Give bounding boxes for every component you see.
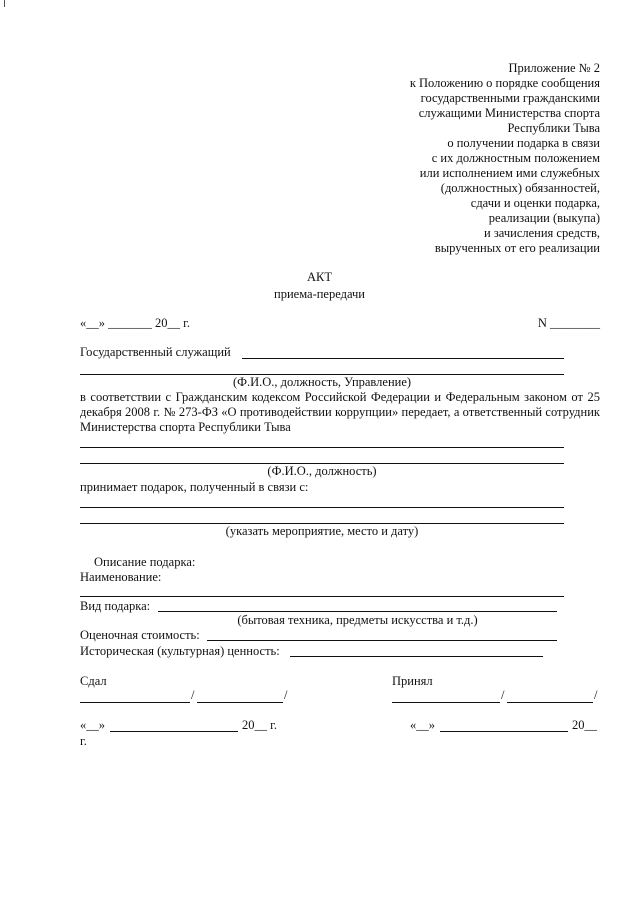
caption-gift-type: (бытовая техника, предметы искусства и т.д.)	[237, 613, 478, 627]
gift-name-field[interactable]	[80, 596, 564, 597]
appendix-line: Республики Тыва	[507, 121, 600, 135]
event-field[interactable]	[80, 507, 564, 508]
accepted-signature-field[interactable]	[392, 702, 500, 703]
appendix-line: к Положению о порядке сообщения	[409, 76, 600, 90]
handed-date-tail: г.	[80, 734, 87, 748]
act-number: N ________	[537, 316, 600, 330]
appendix-line: Приложение № 2	[508, 61, 600, 75]
act-date: «__» _______ 20__ г.	[80, 316, 190, 330]
appendix-line: или исполнением ими служебных	[419, 166, 600, 180]
historical-value-label: Историческая (культурная) ценность:	[80, 644, 280, 658]
appendix-line: (должностных) обязанностей,	[440, 181, 600, 195]
accepted-slash-1: /	[501, 688, 505, 702]
accepted-date-year: 20__	[572, 718, 597, 732]
accepted-date-field[interactable]	[440, 731, 568, 732]
estimated-value-label: Оценочная стоимость:	[80, 628, 200, 642]
appendix-line: государственными гражданскими	[420, 91, 600, 105]
act-title: АКТ	[307, 270, 332, 284]
historical-value-field[interactable]	[290, 656, 543, 657]
appendix-line: сдачи и оценки подарка,	[470, 196, 600, 210]
scan-mark	[4, 0, 5, 7]
act-subtitle: приема-передачи	[274, 287, 365, 301]
appendix-header	[340, 61, 600, 256]
handed-date-year: 20__ г.	[242, 718, 277, 732]
caption-fio-position-dept: (Ф.И.О., должность, Управление)	[232, 375, 412, 389]
handed-slash-1: /	[191, 688, 195, 702]
servant-name-field[interactable]	[242, 358, 564, 359]
accepted-date-day: «__»	[410, 718, 435, 732]
caption-fio-position: (Ф.И.О., должность)	[267, 464, 377, 478]
receives-text: принимает подарок, полученный в связи с:	[80, 480, 309, 494]
handed-label: Сдал	[80, 674, 107, 688]
appendix-line: и зачисления средств,	[484, 226, 600, 240]
handed-slash-2: /	[284, 688, 288, 702]
servant-label: Государственный служащий	[80, 345, 231, 359]
accepted-slash-2: /	[594, 688, 598, 702]
employee-name-field[interactable]	[80, 447, 564, 448]
gift-description-label: Описание подарка:	[94, 555, 196, 569]
appendix-line: о получении подарка в связи	[447, 136, 600, 150]
name-label: Наименование:	[80, 570, 162, 584]
estimated-value-field[interactable]	[207, 640, 557, 641]
legal-paragraph: в соответствии с Гражданским кодексом Российской Федерации и Федеральным законом от 25 декабря 2008 г. № 273-ФЗ «О противодействии коррупции» передает, а ответственный сотрудник Министерства спорта Республики Тыва	[80, 390, 600, 434]
handed-date-field[interactable]	[110, 731, 238, 732]
gift-type-label: Вид подарка:	[80, 599, 151, 613]
appendix-line: реализации (выкупа)	[488, 211, 600, 225]
appendix-line: с их должностным положением	[431, 151, 600, 165]
appendix-line: служащими Министерства спорта	[418, 106, 600, 120]
appendix-line: вырученных от его реализации	[434, 241, 600, 255]
accepted-label: Принял	[392, 674, 433, 688]
caption-event: (указать мероприятие, место и дату)	[225, 524, 419, 538]
gift-type-field[interactable]	[158, 611, 557, 612]
handed-date-day: «__»	[80, 718, 105, 732]
handed-name-field[interactable]	[197, 702, 283, 703]
handed-signature-field[interactable]	[80, 702, 190, 703]
accepted-name-field[interactable]	[507, 702, 593, 703]
